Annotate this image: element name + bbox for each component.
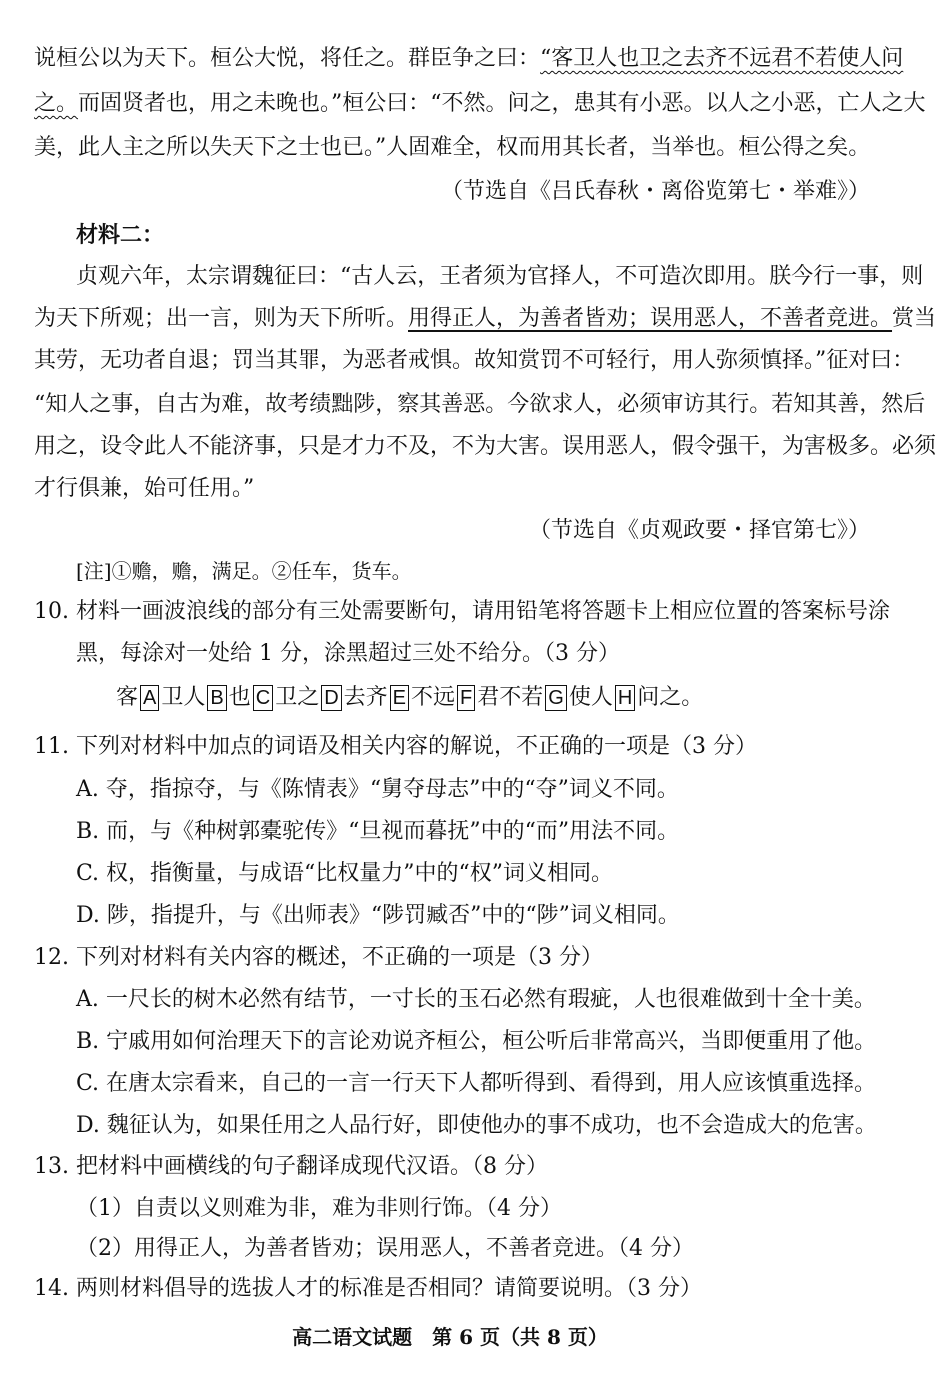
q11-stem: 11. 下列对材料中加点的词语及相关内容的解说，不正确的一项是（3 分） [34, 734, 757, 759]
q10-sentence [116, 683, 703, 713]
q13-stem: 13. 把材料中画横线的句子翻译成现代汉语。（8 分） [34, 1154, 548, 1179]
wavy-underlined-text: “客卫人也卫之去齐不远君不若使人问 [540, 46, 904, 71]
text-segment: 赏当 [892, 306, 936, 331]
material2-heading: 材料二： [76, 222, 165, 248]
text-segment: 为天下所观；出一言，则为天下所听。 [34, 306, 409, 331]
material2-line-3: 其劳，无功者自退；罚当其罪，为恶者戒惧。故知赏罚不可轻行，用人弥须慎择。”征对曰： [34, 348, 915, 373]
material2-line-6: 才行俱兼，始可任用。” [34, 476, 255, 501]
material2-source: （节选自《贞观政要・择官第七》） [528, 518, 870, 543]
answer-mark-box: D [321, 685, 341, 711]
answer-mark-box: C [253, 685, 273, 711]
answer-mark-box: G [545, 685, 567, 711]
material2-line-1: 贞观六年，太宗谓魏征曰：“古人云，王者须为官择人，不可造次即用。朕今行一事，则 [76, 264, 924, 289]
q12-stem: 12. 下列对材料有关内容的概述，不正确的一项是（3 分） [34, 945, 603, 970]
answer-mark-box: E [390, 685, 409, 711]
q10-stem-line-1: 10. 材料一画波浪线的部分有三处需要断句，请用铅笔将答题卡上相应位置的答案标号涂 [34, 599, 890, 624]
material1-line-2 [34, 89, 926, 119]
material1-line-3: 美，此人主之所以失天下之士也已。”人固难全，权而用其长者，当举也。桓公得之矣。 [34, 135, 871, 160]
sentence-segment: 卫之 [275, 685, 320, 710]
underlined-text: 用得正人，为善者皆劝；误用恶人，不善者竞进。 [408, 306, 893, 331]
answer-mark-box: F [457, 685, 475, 711]
answer-mark-box: B [207, 685, 226, 711]
sentence-segment: 问之。 [637, 685, 704, 710]
material2-line-5: 用之，设令此人不能济事，只是才力不及，不为大害。误用恶人，假令强干，为害极多。必须 [34, 434, 936, 459]
sentence-segment: 君不若 [477, 685, 544, 710]
material1-line-1 [34, 44, 903, 74]
text-segment: 而固贤者也，用之未晚也。”桓公曰：“不然。问之，患其有小恶。以人之小恶，亡人之大 [78, 91, 926, 116]
answer-mark-box: H [615, 685, 635, 711]
sentence-segment: 卫人 [161, 685, 206, 710]
material1-source: （节选自《吕氏春秋・离俗览第七・举难》） [440, 179, 870, 204]
q11-option-b: B. 而，与《种树郭橐驼传》“旦视而暮抚”中的“而”用法不同。 [76, 819, 680, 844]
q12-option-a: A. 一尺长的树木必然有结节，一寸长的玉石必然有瑕疵，人也很难做到十全十美。 [76, 987, 876, 1012]
q13-sentence-1: （1）自责以义则难为非，难为非则行饰。（4 分） [76, 1196, 562, 1221]
sentence-segment: 不远 [411, 685, 456, 710]
material2-line-2 [34, 304, 936, 334]
sentence-segment: 去齐 [343, 685, 388, 710]
note: [注]①赡，赡，满足。②任车，货车。 [76, 559, 412, 583]
answer-mark-box: A [140, 685, 159, 711]
text-segment: 说桓公以为天下。桓公大悦，将任之。群臣争之曰： [34, 46, 541, 71]
q14-stem: 14. 两则材料倡导的选拔人才的标准是否相同？请简要说明。（3 分） [34, 1276, 702, 1301]
q12-option-d: D. 魏征认为，如果任用之人品行好，即使他办的事不成功，也不会造成大的危害。 [76, 1113, 877, 1138]
sentence-segment: 使人 [568, 685, 613, 710]
q11-option-a: A. 夺，指掠夺，与《陈情表》“舅夺母志”中的“夺”词义不同。 [76, 777, 679, 802]
page-footer: 高二语文试题 第 6 页（共 8 页） [292, 1325, 608, 1349]
q11-option-d: D. 陟，指提升，与《出师表》“陟罚臧否”中的“陟”词义相同。 [76, 903, 680, 928]
q12-option-c: C. 在唐太宗看来，自己的一言一行天下人都听得到、看得到，用人应该慎重选择。 [76, 1071, 877, 1096]
q12-option-b: B. 宁戚用如何治理天下的言论劝说齐桓公，桓公听后非常高兴，当即便重用了他。 [76, 1029, 877, 1054]
q11-option-c: C. 权，指衡量，与成语“比权量力”中的“权”词义相同。 [76, 861, 614, 886]
sentence-segment: 客 [116, 685, 139, 710]
q10-stem-line-2: 黑，每涂对一处给 1 分，涂黑超过三处不给分。（3 分） [76, 641, 620, 666]
q13-sentence-2: （2）用得正人，为善者皆劝；误用恶人，不善者竞进。（4 分） [76, 1236, 694, 1261]
wavy-underlined-text: 之。 [34, 91, 79, 116]
sentence-segment: 也 [228, 685, 251, 710]
material2-line-4: “知人之事，自古为难，故考绩黜陟，察其善恶。今欲求人，必须审访其行。若知其善，然后 [34, 392, 926, 417]
